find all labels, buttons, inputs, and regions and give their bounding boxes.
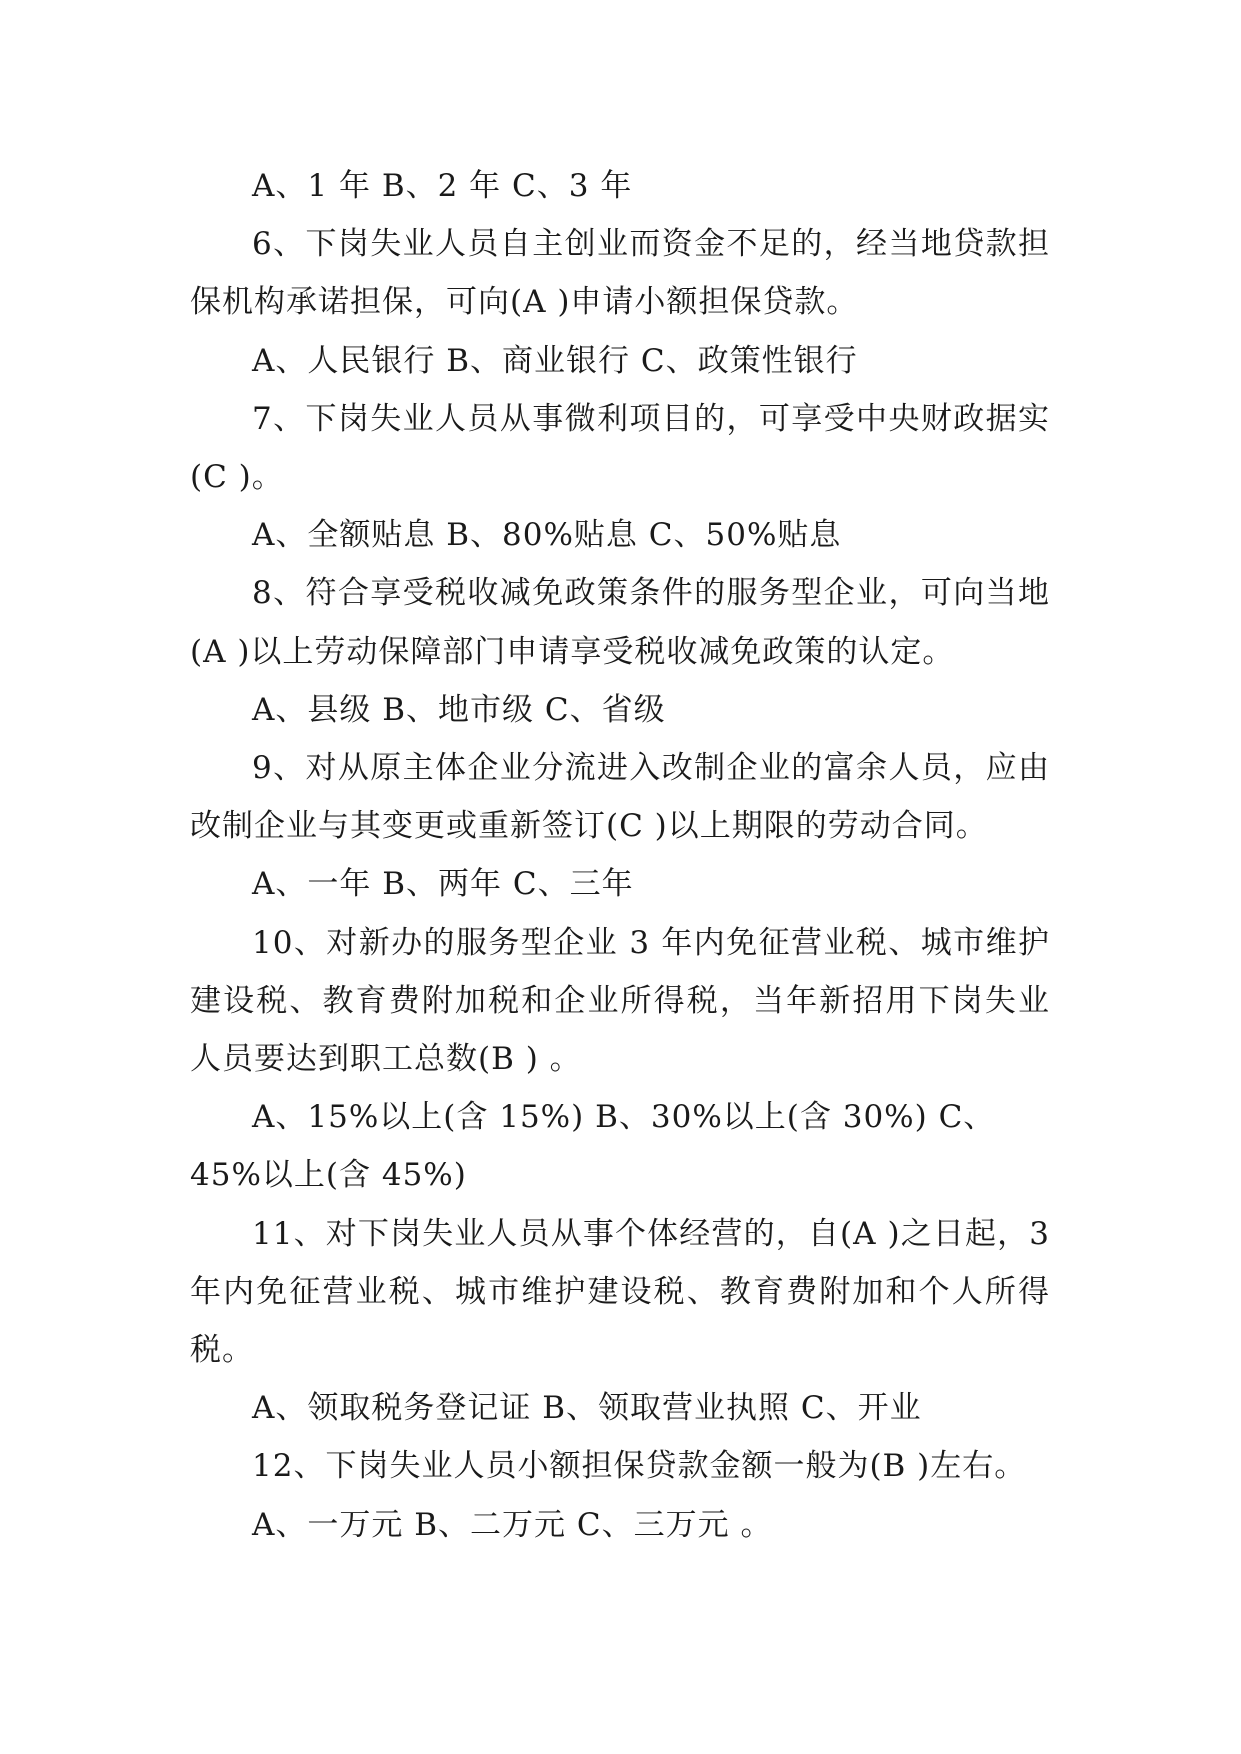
- question-9: 9、对从原主体企业分流进入改制企业的富余人员，应由改制企业与其变更或重新签订(C )以上期限的劳动合同。: [190, 750, 1050, 845]
- answer-options-q6: A、人民银行 B、商业银行 C、政策性银行: [252, 342, 858, 379]
- answer-options-q5: A、1 年 B、2 年 C、3 年: [252, 168, 633, 204]
- answer-options-q11: A、领取税务登记证 B、领取营业执照 C、开业: [252, 1390, 922, 1427]
- question-12: 12、下岗失业人员小额担保贷款金额一般为(B )左右。: [252, 1448, 1027, 1485]
- answer-options-q9: A、一年 B、两年 C、三年: [252, 866, 634, 903]
- question-7: 7、下岗失业人员从事微利项目的，可享受中央财政据实(C )。: [190, 400, 1050, 496]
- answer-options-q7: A、全额贴息 B、80%贴息 C、50%贴息: [252, 517, 842, 554]
- answer-options-q10: A、15%以上(含 15%) B、30%以上(含 30%) C、45%以上(含 45%): [190, 1099, 996, 1194]
- answer-options-q12: A、一万元 B、二万元 C、三万元 。: [252, 1506, 773, 1543]
- question-8: 8、符合享受税收减免政策条件的服务型企业，可向当地(A )以上劳动保障部门申请享受税收减免政策的认定。: [190, 575, 1050, 670]
- question-11: 11、对下岗失业人员从事个体经营的，自(A )之日起，3 年内免征营业税、城市维护建设税、教育费附加和个人所得税。: [190, 1215, 1050, 1369]
- answer-options-q8: A、县级 B、地市级 C、省级: [252, 691, 666, 728]
- question-10: 10、对新办的服务型企业 3 年内免征营业税、城市维护建设税、教育费附加税和企业所得税，当年新招用下岗失业人员要达到职工总数(B ) 。: [190, 924, 1050, 1078]
- question-6: 6、下岗失业人员自主创业而资金不足的，经当地贷款担保机构承诺担保，可向(A )申请小额担保贷款。: [190, 226, 1050, 321]
- document-body: [190, 157, 1050, 1554]
